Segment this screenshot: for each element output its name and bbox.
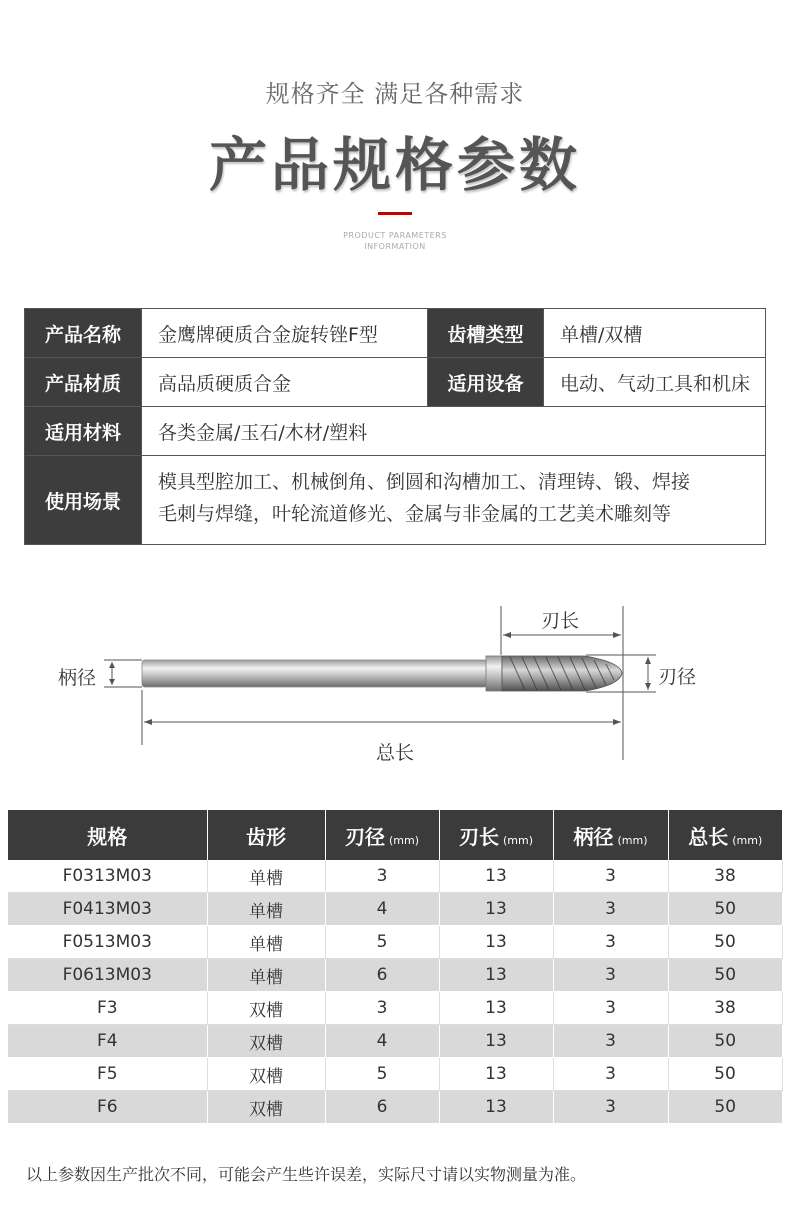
table-cell: 3	[553, 1058, 668, 1091]
info-row-apply	[25, 407, 765, 456]
table-cell: 4	[325, 1025, 439, 1058]
header-total-length-label: 总长	[688, 824, 729, 849]
page-title: 产品规格参数	[208, 131, 581, 199]
table-row	[8, 959, 782, 992]
table-cell: F0513M03	[8, 926, 207, 959]
info-label-usage: 使用场景	[25, 456, 141, 544]
burr-diagram	[0, 600, 790, 770]
table-cell: 13	[439, 992, 553, 1025]
table-cell: 5	[325, 1058, 439, 1091]
info-value-device: 电动、气动工具和机床	[543, 358, 765, 406]
table-cell: 50	[668, 1058, 782, 1091]
header-tooth-label: 齿形	[246, 824, 286, 849]
collar	[486, 656, 502, 691]
header-spec	[8, 810, 207, 860]
table-cell: 13	[439, 959, 553, 992]
info-row-material	[25, 358, 765, 407]
info-label-name: 产品名称	[25, 309, 141, 357]
title-accent-line	[378, 212, 412, 215]
table-cell: 4	[325, 893, 439, 926]
table-cell: 38	[668, 860, 782, 893]
table-cell: F0313M03	[8, 860, 207, 893]
cutting-head	[502, 656, 622, 691]
header-blade-length	[439, 810, 553, 860]
table-cell: F0613M03	[8, 959, 207, 992]
header-shank-diameter	[553, 810, 668, 860]
unit-label: (mm)	[617, 833, 648, 847]
spec-info-table	[24, 308, 766, 545]
header-shank-diameter-label: 柄径	[573, 824, 614, 849]
label-blade-diameter: 刃径	[658, 666, 697, 688]
usage-line-2: 毛刺与焊缝，叶轮流道修光、金属与非金属的工艺美术雕刻等	[158, 503, 672, 525]
table-row	[8, 992, 782, 1025]
table-cell: 50	[668, 1025, 782, 1058]
header-blade-diameter-label: 刃径	[344, 824, 385, 849]
parameter-table-body	[8, 860, 782, 1124]
label-total-length: 总长	[376, 742, 415, 764]
footnote: 以上参数因生产批次不同，可能会产生些许误差，实际尺寸请以实物测量为准。	[26, 1165, 587, 1184]
table-cell: 双槽	[207, 1058, 325, 1091]
table-cell: F5	[8, 1058, 207, 1091]
parameter-header-row	[8, 810, 782, 860]
table-cell: 3	[325, 860, 439, 893]
table-cell: 13	[439, 1091, 553, 1124]
table-cell: 3	[553, 992, 668, 1025]
header-subtitle: 规格齐全 满足各种需求	[265, 80, 525, 108]
header-english	[0, 230, 790, 252]
table-cell: 13	[439, 1058, 553, 1091]
header-blade-length-label: 刃长	[458, 824, 499, 849]
table-row	[8, 1091, 782, 1124]
info-row-name	[25, 309, 765, 358]
table-cell: 双槽	[207, 1091, 325, 1124]
table-cell: 50	[668, 926, 782, 959]
info-label-material: 产品材质	[25, 358, 141, 406]
table-cell: 3	[325, 992, 439, 1025]
table-cell: 13	[439, 926, 553, 959]
unit-label: (mm)	[732, 833, 763, 847]
header-english-line1: PRODUCT PARAMETERS	[343, 231, 447, 240]
table-cell: 38	[668, 992, 782, 1025]
table-cell: F4	[8, 1025, 207, 1058]
table-row	[8, 860, 782, 893]
table-cell: 3	[553, 1091, 668, 1124]
table-cell: 5	[325, 926, 439, 959]
unit-label: (mm)	[388, 833, 419, 847]
info-label-apply: 适用材料	[25, 407, 141, 455]
table-cell: 3	[553, 1025, 668, 1058]
info-label-groove: 齿槽类型	[427, 309, 543, 357]
table-cell: 3	[553, 860, 668, 893]
parameter-table	[8, 810, 783, 1124]
info-value-usage	[141, 456, 765, 544]
table-cell: 13	[439, 1025, 553, 1058]
header-blade-diameter	[325, 810, 439, 860]
header-tooth	[207, 810, 325, 860]
table-cell: 单槽	[207, 893, 325, 926]
table-cell: 3	[553, 926, 668, 959]
table-cell: 单槽	[207, 926, 325, 959]
info-label-device: 适用设备	[427, 358, 543, 406]
header-english-line2: INFORMATION	[364, 242, 426, 251]
table-cell: 13	[439, 893, 553, 926]
label-shank-diameter: 柄径	[58, 667, 97, 689]
table-cell: F3	[8, 992, 207, 1025]
table-cell: 6	[325, 1091, 439, 1124]
header-spec-label: 规格	[87, 824, 128, 849]
shank	[142, 660, 487, 687]
table-cell: 6	[325, 959, 439, 992]
info-row-usage	[25, 456, 765, 544]
table-cell: 50	[668, 1091, 782, 1124]
table-cell: 单槽	[207, 860, 325, 893]
info-value-material: 高品质硬质合金	[141, 358, 427, 406]
info-value-name: 金鹰牌硬质合金旋转锉F型	[141, 309, 427, 357]
table-row	[8, 1025, 782, 1058]
label-blade-length: 刃长	[541, 610, 580, 632]
table-cell: 13	[439, 860, 553, 893]
table-cell: 50	[668, 959, 782, 992]
unit-label: (mm)	[502, 833, 533, 847]
header-total-length	[668, 810, 782, 860]
table-cell: 双槽	[207, 992, 325, 1025]
usage-line-1: 模具型腔加工、机械倒角、倒圆和沟槽加工、清理铸、锻、焊接	[158, 471, 691, 493]
table-row	[8, 926, 782, 959]
table-cell: F6	[8, 1091, 207, 1124]
table-row	[8, 1058, 782, 1091]
table-cell: 单槽	[207, 959, 325, 992]
table-cell: 3	[553, 893, 668, 926]
table-cell: F0413M03	[8, 893, 207, 926]
table-cell: 3	[553, 959, 668, 992]
info-value-apply: 各类金属/玉石/木材/塑料	[141, 407, 765, 455]
info-value-groove: 单槽/双槽	[543, 309, 765, 357]
table-cell: 双槽	[207, 1025, 325, 1058]
table-row	[8, 893, 782, 926]
table-cell: 50	[668, 893, 782, 926]
